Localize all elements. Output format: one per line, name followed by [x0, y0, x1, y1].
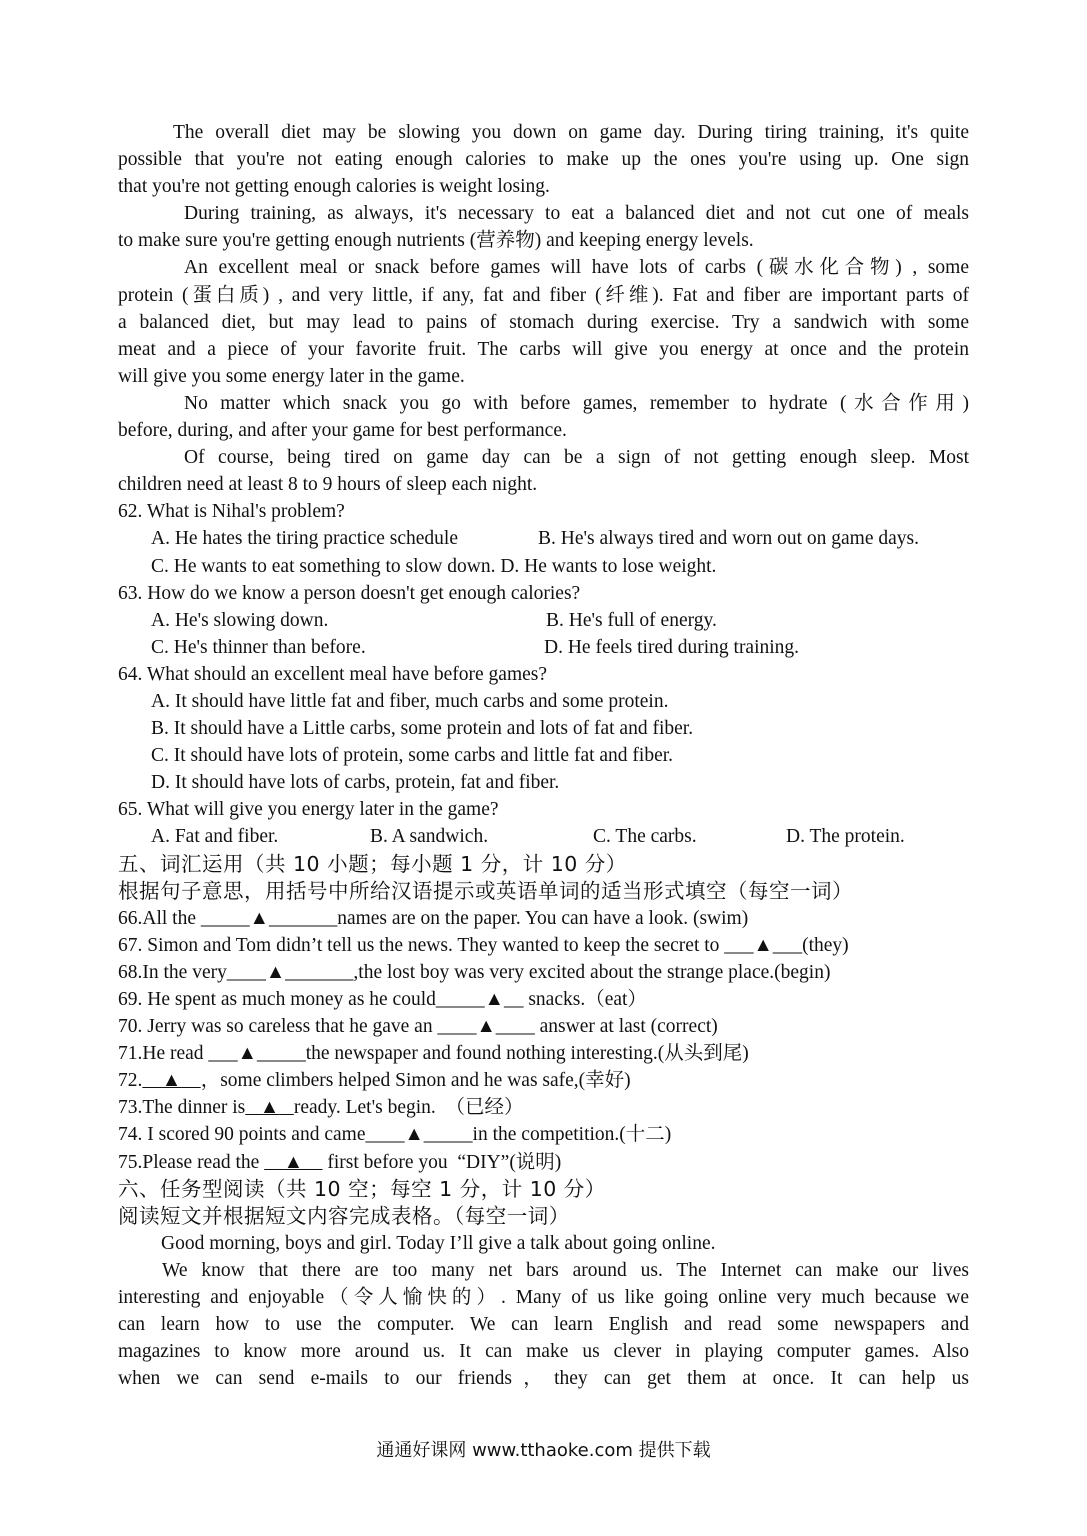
option-a: A. It should have little fat and fiber, much carbs and some protein. — [151, 690, 669, 712]
option-a: A. He hates the tiring practice schedule — [151, 528, 459, 550]
passage1-line: The overall diet may be slowing you down on game day. During tiring training, it's quite — [173, 122, 969, 143]
answer-blank — [142, 1070, 200, 1091]
vocab-item-71: 71.He read ___▲_____the newspaper and found nothing interesting.(从头到尾) — [118, 1043, 749, 1065]
question-62-options — [118, 525, 969, 552]
vocab-item-73: 73.The dinner is ▲ ready. Let's begin. （已经） — [118, 1097, 524, 1119]
blank-marker: ▲ — [237, 1043, 257, 1065]
option-d: D. It should have lots of carbs, protein, fat and fiber. — [151, 772, 560, 794]
option-c: C. He's thinner than before. — [151, 636, 366, 658]
section-5-heading: 五、词汇运用（共 10 小题；每小题 1 分，计 10 分） — [118, 851, 627, 876]
passage1-line: meat and a piece of your favorite fruit. The carbs will give you energy at once and the protein — [118, 338, 969, 360]
question-63-options — [118, 634, 969, 661]
passage1-line: During training, as always, it's necessary to eat a balanced diet and not cut one of meals — [184, 203, 969, 225]
question-63: 63. How do we know a person doesn't get enough calories? — [118, 582, 581, 604]
passage2-line: when we can send e-mails to our friends，they can get them at once. It can help us — [118, 1368, 969, 1390]
vocab-item-70: 70. Jerry was so careless that he gave an ____▲____ answer at last (correct) — [118, 1016, 718, 1038]
vocab-item-66: 66.All the _____▲_______names are on the paper. You can have a look. (swim) — [118, 907, 749, 929]
blank-marker: ▲ — [404, 1124, 424, 1146]
passage2-line: interesting and enjoyable（令人愉快的）. Many of us like going online very much because we — [118, 1287, 969, 1309]
blank-marker: ▲ — [265, 961, 286, 983]
blank-marker: ▲ — [259, 1097, 280, 1119]
passage1-line: a balanced diet, but may lead to pains of stomach during exercise. Try a sandwich with some — [118, 311, 969, 333]
blank-marker: ▲ — [249, 907, 269, 929]
passage2-line: Good morning, boys and girl. Today I’ll give a talk about going online. — [161, 1232, 716, 1254]
option-b: B. A sandwich. — [370, 826, 489, 848]
passage1-line: before, during, and after your game for best performance. — [118, 420, 567, 442]
passage1-line: Of course, being tired on game day can be a sign of not getting enough sleep. Most — [184, 447, 969, 469]
option-a: A. Fat and fiber. — [151, 826, 279, 848]
section-6-heading: 六、任务型阅读（共 10 空；每空 1 分，计 10 分） — [118, 1176, 606, 1201]
passage2-line: magazines to know more around us. It can make us clever in playing computer games. Also — [118, 1341, 969, 1363]
vocab-item-67: 67. Simon and Tom didn’t tell us the news. They wanted to keep the secret to ___▲___(they) — [118, 934, 849, 956]
answer-blank — [264, 1152, 322, 1173]
option-c: C. The carbs. — [593, 826, 697, 848]
option-b: B. He's always tired and worn out on game days. — [538, 528, 919, 550]
blank-marker: ▲ — [476, 1016, 496, 1038]
blank-marker: ▲ — [484, 989, 504, 1010]
question-65-options — [118, 823, 969, 850]
question-65: 65. What will give you energy later in the game? — [118, 799, 499, 821]
option-c-d: C. He wants to eat something to slow down. D. He wants to lose weight. — [151, 555, 717, 577]
question-62-options — [118, 553, 969, 580]
option-a: A. He's slowing down. — [151, 609, 329, 631]
vocab-item-74: 74. I scored 90 points and came____▲_____in the competition.(十二) — [118, 1124, 672, 1146]
passage1-line: protein (蛋白质) , and very little, if any, fat and fiber (纤维). Fat and fiber are important parts of — [118, 284, 969, 306]
passage2-line: We know that there are too many net bars around us. The Internet can make our lives — [162, 1259, 969, 1281]
blank-marker: ▲ — [753, 934, 773, 956]
passage1-line: possible that you're not eating enough calories to make up the ones you're using up. One sign — [118, 149, 969, 171]
question-63-options — [118, 607, 969, 634]
section-6-instruction: 阅读短文并根据短文内容完成表格。（每空一词） — [118, 1203, 570, 1228]
question-62: 62. What is Nihal's problem? — [118, 501, 345, 523]
vocab-item-72: 72. ▲ ，some climbers helped Simon and he was safe,(幸好) — [118, 1070, 631, 1092]
blank-marker: ▲ — [283, 1151, 304, 1173]
vocab-item-68: 68.In the very____▲_______,the lost boy was very excited about the strange place.(begin) — [118, 961, 831, 983]
passage1-line: will give you some energy later in the game. — [118, 365, 465, 387]
passage1-line: children need at least 8 to 9 hours of sleep each night. — [118, 474, 538, 496]
passage1-line: No matter which snack you go with before games, remember to hydrate (水合作用) — [184, 392, 969, 414]
passage1-line: that you're not getting enough calories is weight losing. — [118, 176, 550, 198]
vocab-item-75: 75.Please read the ▲ first before you “DIY”(说明) — [118, 1151, 562, 1173]
option-b: B. It should have a Little carbs, some protein and lots of fat and fiber. — [151, 718, 694, 740]
section-5-instruction: 根据句子意思，用括号中所给汉语提示或英语单词的适当形式填空（每空一词） — [118, 878, 853, 903]
option-b: B. He's full of energy. — [546, 609, 717, 631]
blank-marker: ▲ — [161, 1070, 182, 1092]
option-d: D. The protein. — [786, 826, 905, 848]
vocab-item-69: 69. He spent as much money as he could_____▲__ snacks.（eat） — [118, 989, 647, 1010]
passage1-line: to make sure you're getting enough nutrients (营养物) and keeping energy levels. — [118, 230, 754, 252]
question-64: 64. What should an excellent meal have before games? — [118, 663, 548, 685]
answer-blank — [245, 1097, 294, 1118]
passage2-line: can learn how to use the computer. We can learn English and read some newspapers and — [118, 1314, 969, 1336]
option-c: C. It should have lots of protein, some carbs and little fat and fiber. — [151, 745, 674, 767]
page-footer: 通通好课网 www.tthaoke.com 提供下载 — [376, 1440, 711, 1461]
option-d: D. He feels tired during training. — [544, 636, 800, 658]
document-page — [118, 119, 969, 1392]
passage1-line: An excellent meal or snack before games will have lots of carbs (碳水化合物) , some — [184, 257, 969, 279]
